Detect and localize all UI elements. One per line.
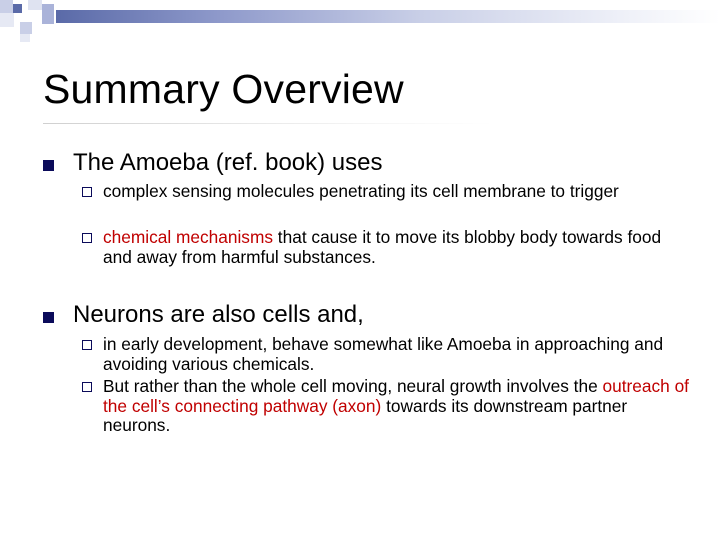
bullet-text: Neurons are also cells and,	[73, 301, 364, 328]
decor-square	[0, 13, 14, 27]
bullet-text: The Amoeba (ref. book) uses	[73, 149, 383, 176]
highlighted-text: outreach of the cell’s connecting pathway (axon)	[103, 376, 689, 416]
decor-square	[42, 4, 54, 24]
decor-square	[28, 0, 42, 10]
hollow-square-bullet-icon	[82, 233, 92, 243]
sub-bullet-text	[103, 377, 693, 436]
text-run: towards its downstream partner neurons.	[103, 395, 628, 435]
decor-square	[0, 0, 13, 13]
highlighted-text: chemical mechanisms	[103, 227, 273, 247]
sub-bullet-text	[103, 228, 693, 267]
decor-square	[20, 22, 32, 34]
square-bullet-icon	[43, 312, 54, 323]
text-run: in early development, behave somewhat like Amoeba in approaching and avoiding various chemicals.	[103, 334, 664, 374]
sub-bullet-text	[103, 335, 693, 374]
slide-title: Summary Overview	[43, 66, 404, 112]
square-bullet-icon	[43, 160, 54, 171]
header-gradient-bar	[56, 10, 720, 23]
title-underline	[43, 123, 493, 124]
decor-square	[20, 34, 30, 42]
hollow-square-bullet-icon	[82, 382, 92, 392]
hollow-square-bullet-icon	[82, 340, 92, 350]
text-run: But rather than the whole cell moving, neural growth involves the	[103, 376, 603, 396]
text-run: complex sensing molecules penetrating its cell membrane to trigger	[103, 181, 619, 201]
hollow-square-bullet-icon	[82, 187, 92, 197]
sub-bullet-text	[103, 182, 693, 202]
header-decoration	[0, 0, 720, 50]
decor-square	[13, 4, 22, 13]
text-run: that cause it to move its blobby body towards food and away from harmful substances.	[103, 227, 662, 267]
